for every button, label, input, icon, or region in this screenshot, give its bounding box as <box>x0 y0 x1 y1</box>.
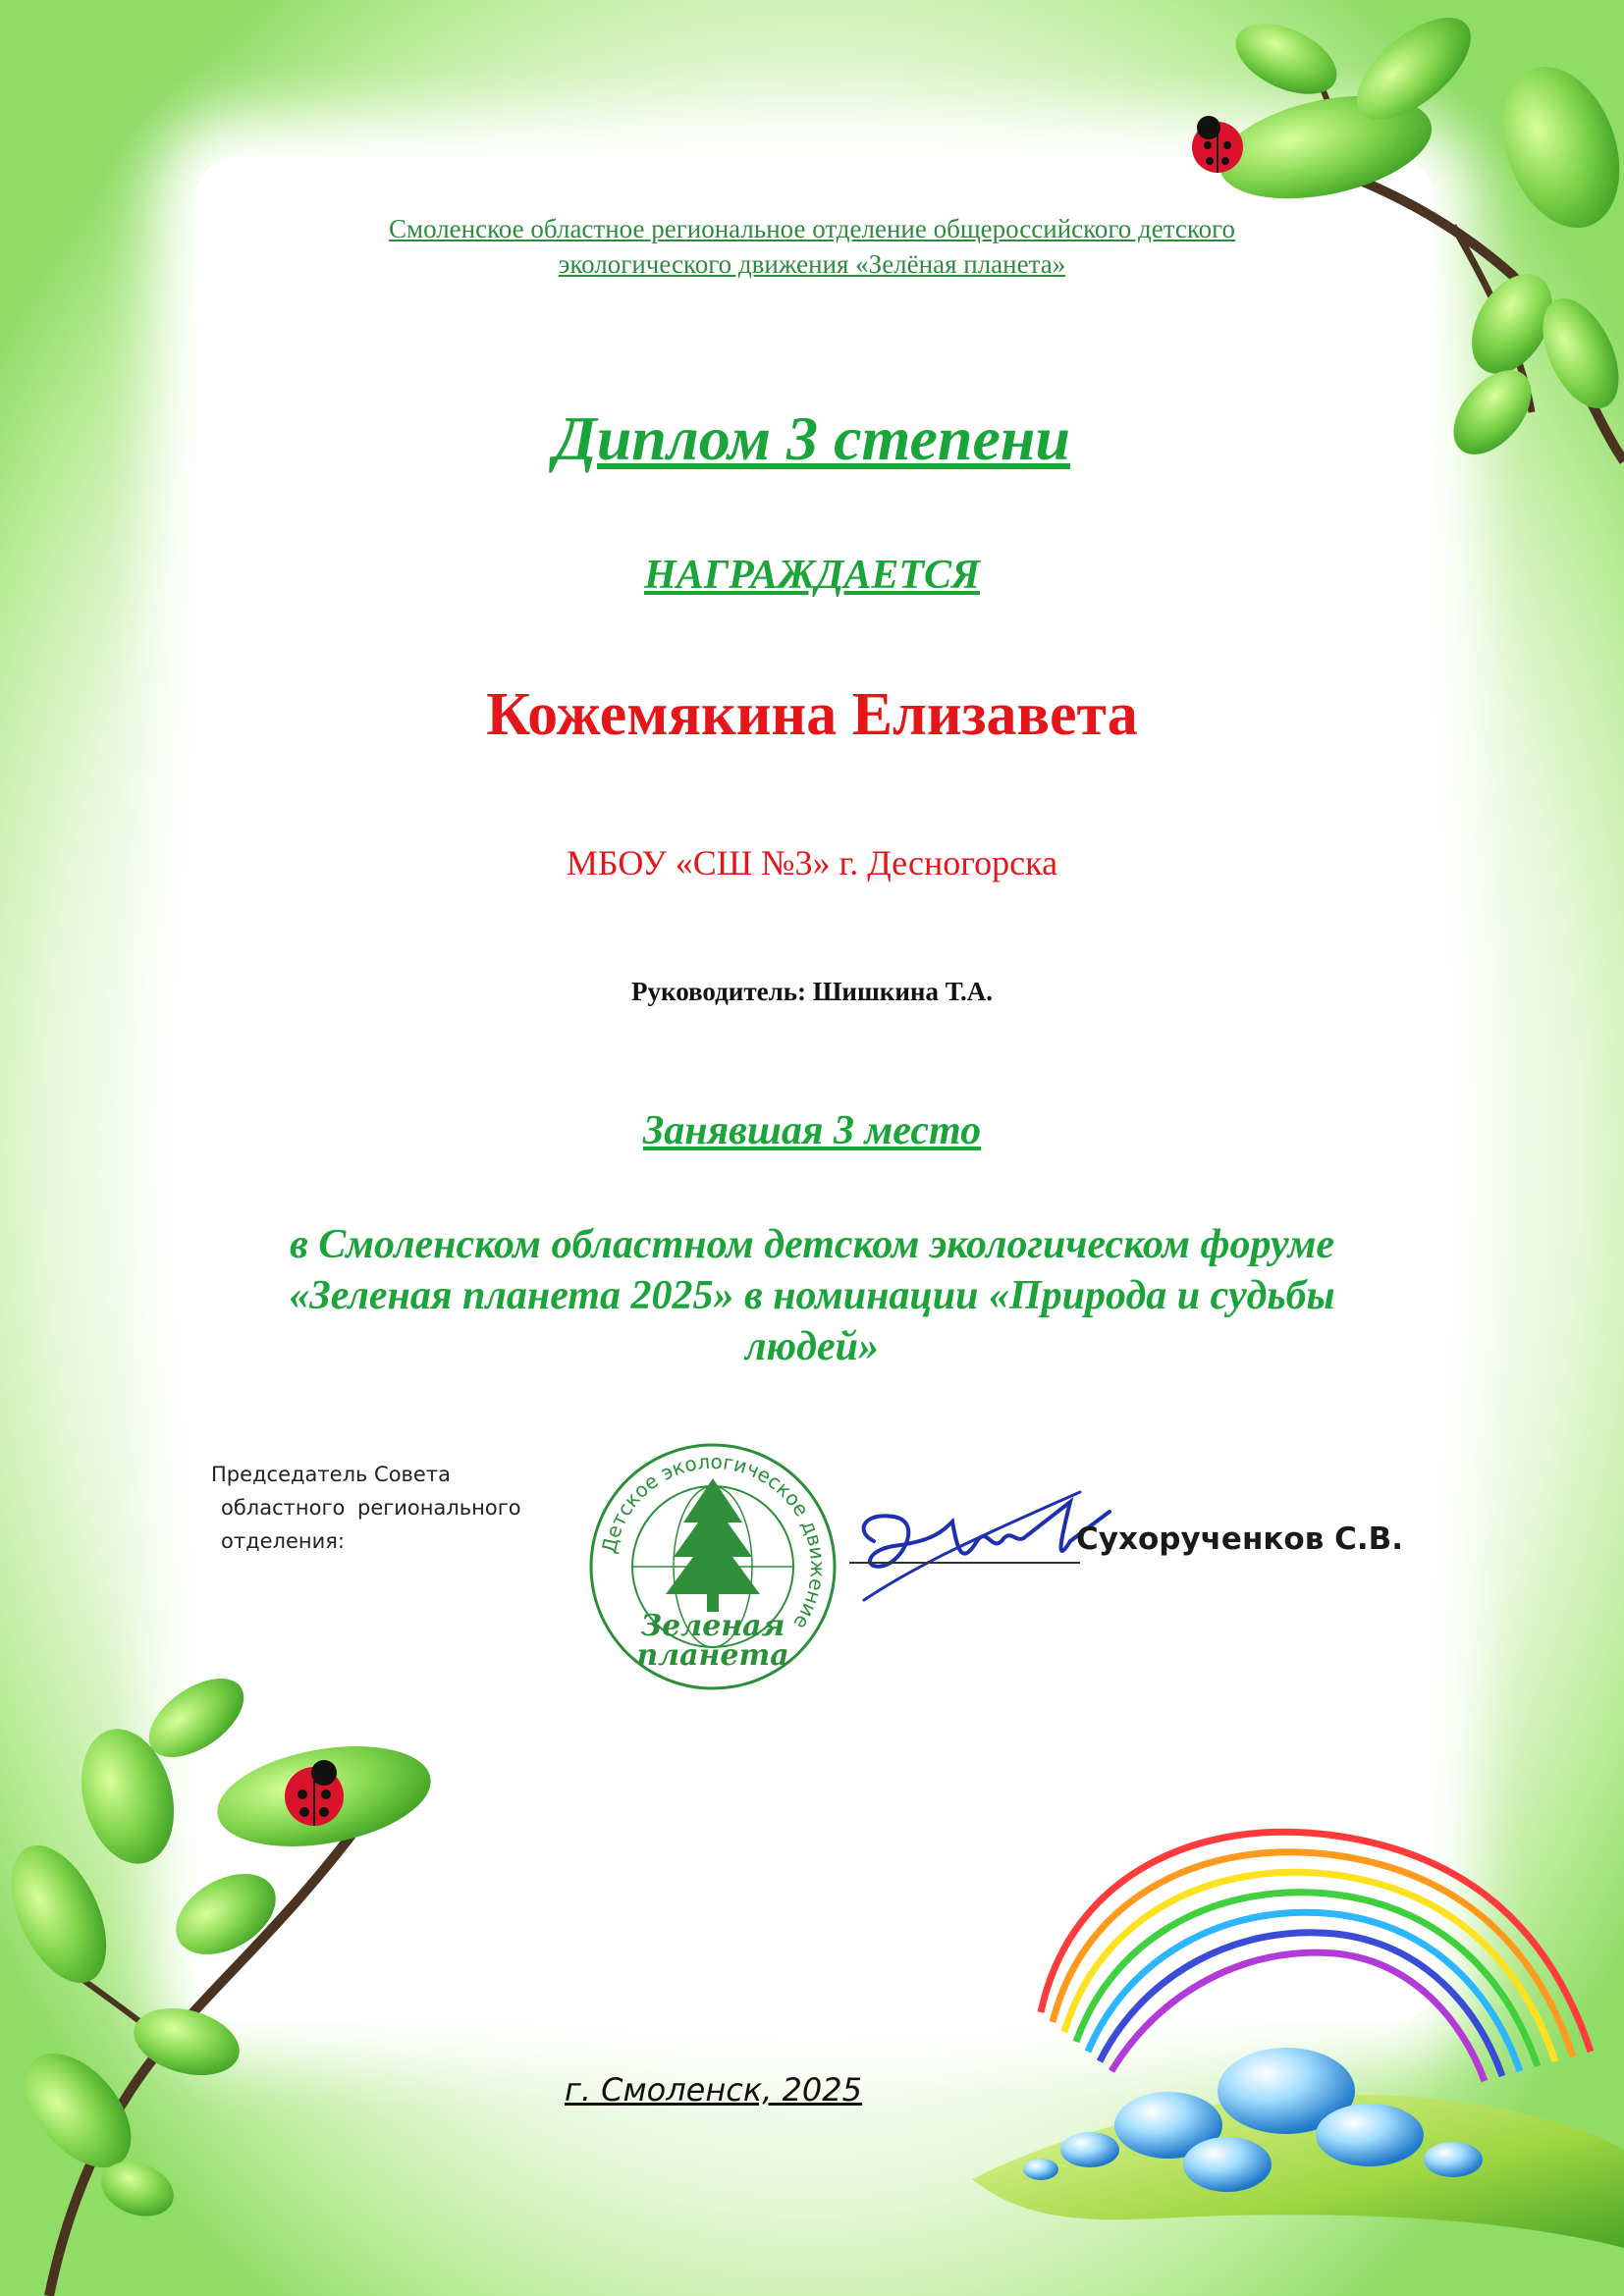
seal-word-1: Зеленая <box>640 1609 785 1643</box>
recipient-name: Кожемякина Елизавета <box>486 681 1138 748</box>
organization-seal <box>585 1439 840 1694</box>
ladybug-icon <box>1192 116 1243 173</box>
event-description <box>0 1219 1624 1372</box>
organization-line-2: экологического движения «Зелёная планета» <box>558 249 1066 279</box>
signer-role-line-3: отделения: <box>221 1529 345 1553</box>
school-name: МБОУ «СШ №3» г. Десногорска <box>566 843 1058 882</box>
signer-name: Сухорученков С.В. <box>1076 1522 1404 1557</box>
signer-role-line-2: областного регионального <box>221 1496 521 1520</box>
organization-name <box>0 211 1624 282</box>
event-line-3: людей» <box>744 1324 880 1369</box>
city-year: г. Смоленск, 2025 <box>565 2071 862 2109</box>
rainbow-water-drops-decoration <box>962 1757 1624 2296</box>
awarded-label: НАГРАЖДАЕТСЯ <box>644 553 980 598</box>
seal-ring-text: Детское экологическое движение <box>596 1449 831 1634</box>
signer-role <box>211 1458 565 1558</box>
signer-role-line-1: Председатель Совета <box>211 1463 451 1486</box>
fir-tree-icon <box>666 1478 760 1612</box>
diploma-title: Диплом 3 степени <box>553 403 1071 473</box>
bottom-left-branch-decoration <box>0 1688 461 2296</box>
event-line-1: в Смоленском областном детском экологическом форуме <box>289 1222 1335 1267</box>
seal-word-2: планета <box>636 1638 789 1673</box>
place-label: Занявшая 3 место <box>642 1108 982 1153</box>
leader-name: Руководитель: Шишкина Т.А. <box>631 977 993 1006</box>
event-line-2: «Зеленая планета 2025» в номинации «Природа и судьбы <box>289 1273 1335 1318</box>
organization-line-1: Смоленское областное региональное отделение общероссийского детского <box>388 214 1236 243</box>
